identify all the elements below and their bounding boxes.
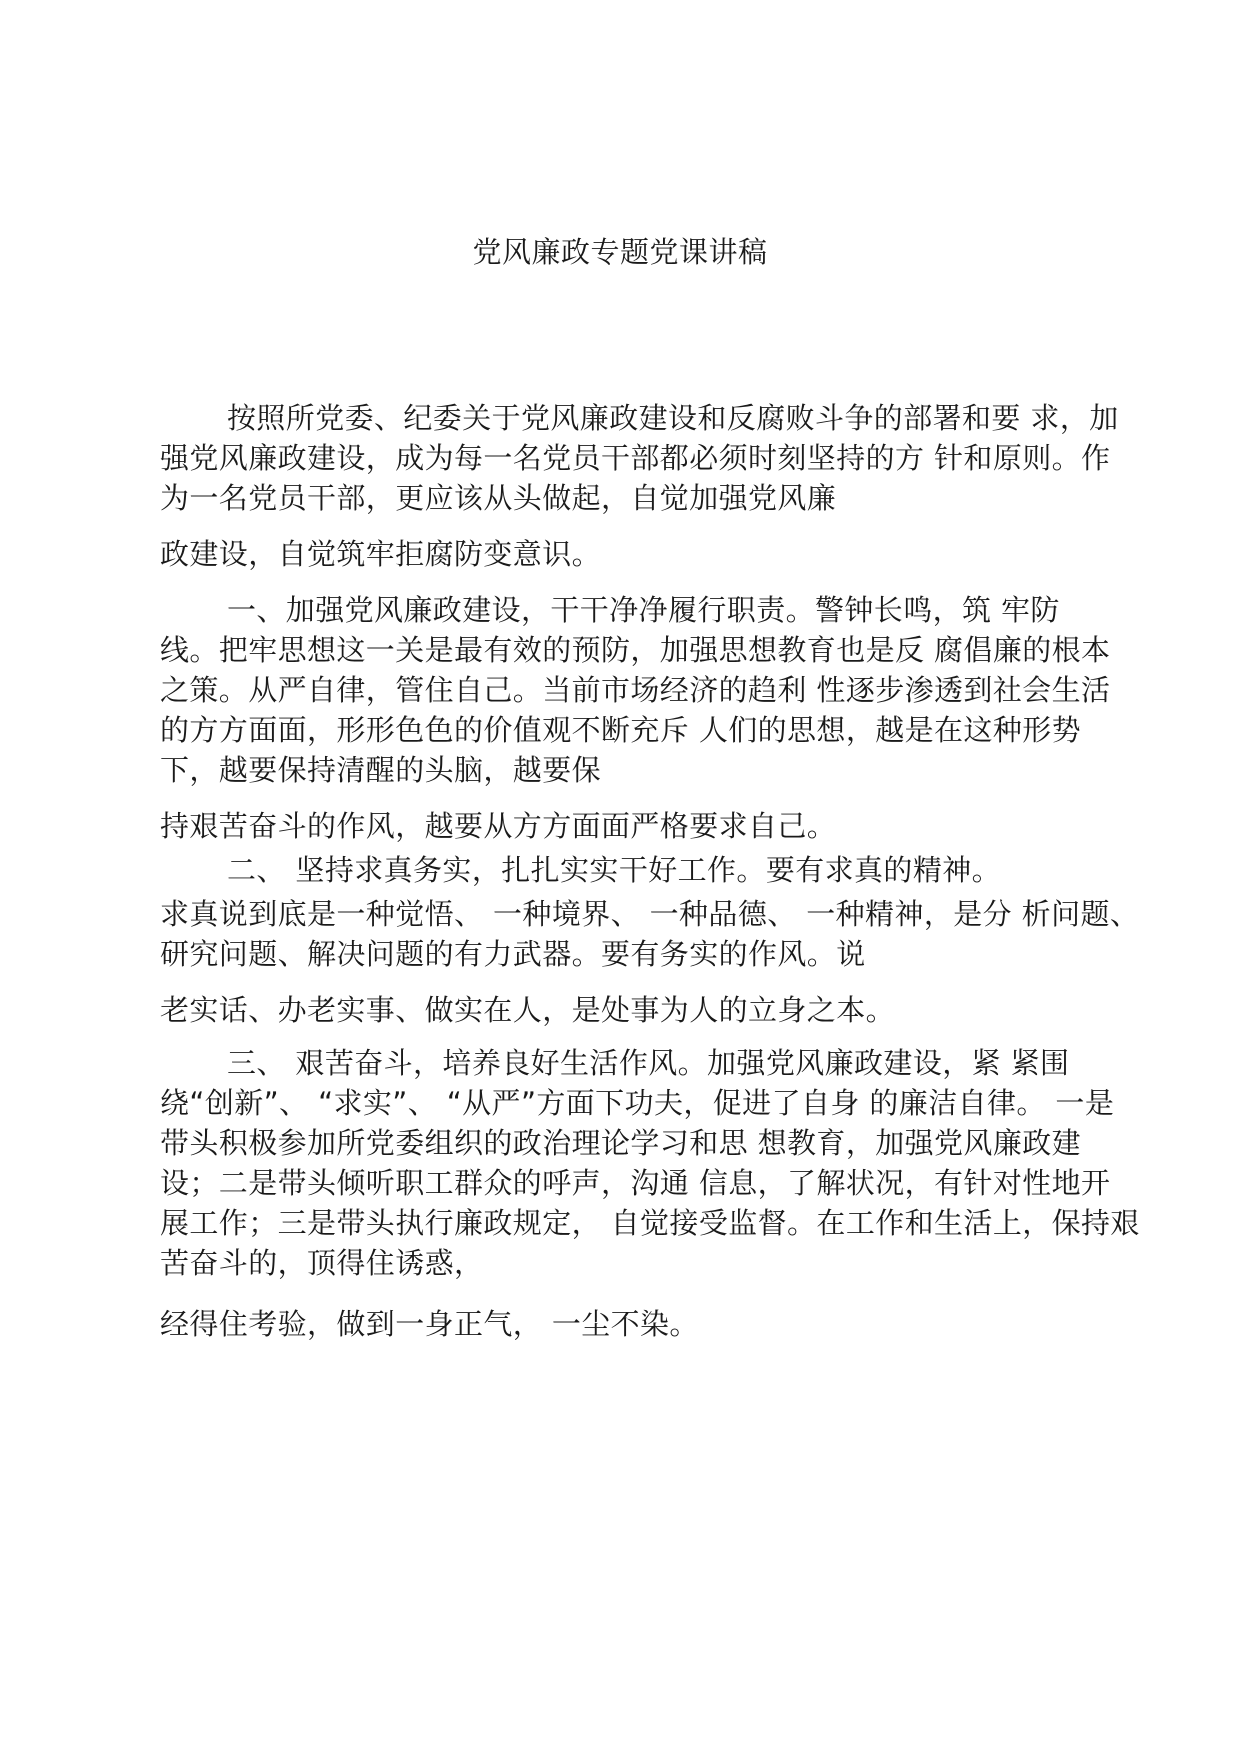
paragraph-line: 强党风廉政建设，成为每一名党员干部都必须时刻坚持的方 针和原则。作 bbox=[160, 441, 1111, 475]
paragraph-line: 三、 艰苦奋斗，培养良好生活作风。加强党风廉政建设，紧 紧围 bbox=[227, 1046, 1070, 1080]
paragraph-line: 持艰苦奋斗的作风，越要从方方面面严格要求自己。 bbox=[160, 809, 837, 843]
paragraph-line: 二、 坚持求真务实，扎扎实实干好工作。要有求真的精神。 bbox=[227, 853, 1002, 887]
paragraph-line: 研究问题、解决问题的有力武器。要有务实的作风。说 bbox=[160, 937, 866, 971]
paragraph-line: 设；二是带头倾听职工群众的呼声，沟通 信息，了解状况，有针对性地开 bbox=[160, 1166, 1111, 1200]
paragraph-line: 为一名党员干部，更应该从头做起，自觉加强党风廉 bbox=[160, 481, 837, 515]
document-title: 党风廉政专题党课讲稿 bbox=[472, 235, 768, 269]
paragraph-line: 老实话、办老实事、做实在人，是处事为人的立身之本。 bbox=[160, 993, 896, 1027]
paragraph-line: 展工作；三是带头执行廉政规定， 自觉接受监督。在工作和生活上，保持艰 bbox=[160, 1206, 1140, 1240]
paragraph-line: 下，越要保持清醒的头脑，越要保 bbox=[160, 753, 602, 787]
paragraph-line: 带头积极参加所党委组织的政治理论学习和思 想教育，加强党风廉政建 bbox=[160, 1126, 1082, 1160]
paragraph-line: 一、加强党风廉政建设，干干净净履行职责。警钟长鸣，筑 牢防 bbox=[227, 593, 1060, 627]
paragraph-line: 经得住考验，做到一身正气， 一尘不染。 bbox=[160, 1307, 699, 1341]
paragraph-line: 按照所党委、纪委关于党风廉政建设和反腐败斗争的部署和要 求，加 bbox=[227, 401, 1119, 435]
paragraph-line: 绕“创新”、 “求实”、 “从严”方面下功夫，促进了自身 的廉洁自律。 一是 bbox=[160, 1086, 1115, 1120]
paragraph-line: 线。把牢思想这一关是最有效的预防，加强思想教育也是反 腐倡廉的根本 bbox=[160, 633, 1111, 667]
paragraph-line: 政建设，自觉筑牢拒腐防变意识。 bbox=[160, 537, 602, 571]
paragraph-line: 的方方面面，形形色色的价值观不断充斥 人们的思想，越是在这种形势 bbox=[160, 713, 1082, 747]
paragraph-line: 之策。从严自律，管住自己。当前市场经济的趋利 性逐步渗透到社会生活 bbox=[160, 673, 1111, 707]
paragraph-line: 求真说到底是一种觉悟、 一种境界、 一种品德、 一种精神，是分 析问题、 bbox=[160, 897, 1140, 931]
paragraph-line: 苦奋斗的，顶得住诱惑， bbox=[160, 1246, 484, 1280]
